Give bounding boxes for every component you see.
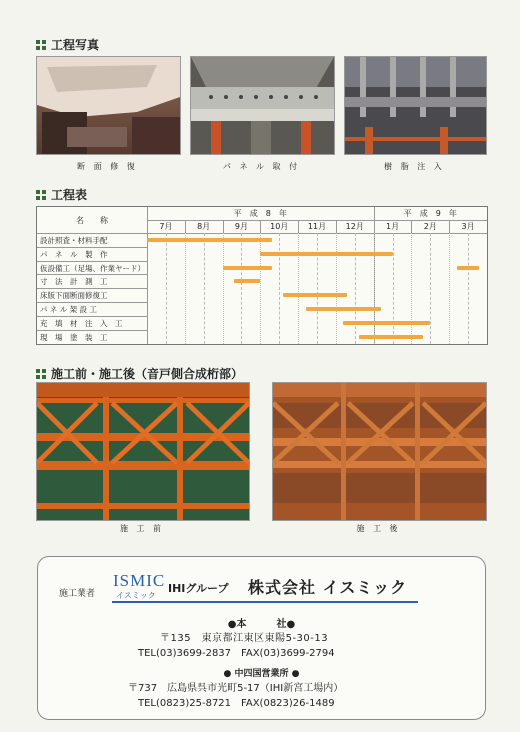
mid-month-gridline bbox=[279, 233, 280, 344]
photo-before-construction bbox=[36, 382, 250, 521]
mid-month-gridline bbox=[468, 233, 469, 344]
photo-panel-mounting bbox=[190, 56, 335, 155]
month-divider bbox=[411, 220, 412, 233]
header-bottom-line bbox=[37, 233, 487, 234]
bullet-icon bbox=[36, 369, 46, 379]
logo-divider bbox=[112, 601, 418, 603]
name-header: 名 称 bbox=[76, 216, 108, 225]
month-divider bbox=[374, 220, 375, 233]
task-name: 現 場 塗 装 工 bbox=[40, 332, 108, 342]
schedule-bar bbox=[260, 252, 392, 256]
schedule-bar bbox=[223, 266, 272, 270]
month-label: 1月 bbox=[385, 222, 400, 231]
month-label: 3月 bbox=[461, 222, 475, 231]
month-gridline bbox=[336, 233, 337, 344]
month-divider bbox=[223, 220, 224, 233]
group-name: IHIグループ bbox=[168, 582, 229, 595]
mid-month-gridline bbox=[166, 233, 167, 344]
bullet-icon bbox=[36, 190, 46, 200]
row-divider bbox=[37, 302, 147, 303]
bullet-icon bbox=[36, 40, 46, 50]
photo-caption: 樹 脂 注 入 bbox=[384, 162, 445, 171]
month-divider bbox=[185, 220, 186, 233]
branch-phone: TEL(0823)25-8721 FAX(0823)26-1489 bbox=[138, 698, 335, 709]
task-name: 寸 法 計 測 工 bbox=[40, 277, 108, 287]
month-gridline bbox=[298, 233, 299, 344]
month-gridline bbox=[449, 233, 450, 344]
month-label: 9月 bbox=[234, 222, 248, 231]
row-divider bbox=[37, 247, 147, 248]
month-divider bbox=[449, 220, 450, 233]
month-divider bbox=[298, 220, 299, 233]
section-header-before-after bbox=[36, 365, 243, 382]
month-label: 8月 bbox=[197, 222, 211, 231]
ismic-logo bbox=[113, 571, 169, 601]
task-name: 充 填 材 注 入 工 bbox=[40, 318, 123, 328]
month-label: 12月 bbox=[345, 222, 364, 231]
task-name: 床版下面断面修復工 bbox=[40, 291, 108, 301]
schedule-bar bbox=[283, 293, 347, 297]
schedule-bar bbox=[147, 238, 272, 242]
month-gridline bbox=[185, 233, 186, 344]
mid-month-gridline bbox=[355, 233, 356, 344]
section-header-photos bbox=[36, 36, 99, 53]
mid-month-gridline bbox=[393, 233, 394, 344]
month-gridline bbox=[411, 233, 412, 344]
row-divider bbox=[37, 330, 147, 331]
photo-caption: 断 面 修 復 bbox=[77, 162, 138, 171]
photo-after-construction bbox=[272, 382, 487, 521]
photo-caption: 施 工 後 bbox=[356, 524, 401, 533]
section-title: 工程写真 bbox=[51, 38, 100, 52]
photo-resin-injection bbox=[344, 56, 487, 155]
row-divider bbox=[37, 316, 147, 317]
section-title: 工程表 bbox=[51, 188, 88, 202]
task-name: 仮設備工（足場、作業ヤード） bbox=[40, 263, 145, 273]
photo-cross-section-repair bbox=[36, 56, 181, 155]
year-header: 平 成 9 年 bbox=[403, 209, 457, 218]
mid-month-gridline bbox=[241, 233, 242, 344]
company-info-box bbox=[37, 556, 486, 720]
month-label: 2月 bbox=[423, 222, 437, 231]
task-name: パ ネ ル 製 作 bbox=[40, 249, 108, 259]
mid-month-gridline bbox=[204, 233, 205, 344]
month-label: 10月 bbox=[270, 222, 289, 231]
schedule-bar bbox=[306, 307, 382, 311]
month-gridline bbox=[374, 233, 375, 344]
photo-caption: 施 工 前 bbox=[119, 524, 165, 533]
logo-sub-text: イスミック bbox=[116, 591, 156, 600]
mid-month-gridline bbox=[430, 233, 431, 344]
hq-title: ●本 社● bbox=[227, 619, 296, 630]
row-divider bbox=[37, 274, 147, 275]
logo-main-text: ISMIC bbox=[113, 571, 166, 590]
row-divider bbox=[37, 288, 147, 289]
month-label: 7月 bbox=[159, 222, 173, 231]
month-gridline bbox=[223, 233, 224, 344]
company-name: 株式会社 イスミック bbox=[248, 578, 408, 597]
month-gridline bbox=[260, 233, 261, 344]
month-divider bbox=[336, 220, 337, 233]
task-name: パ ネ ル 架 設 工 bbox=[40, 305, 97, 314]
task-name: 設計照査・材料手配 bbox=[40, 236, 108, 245]
schedule-bar bbox=[343, 321, 430, 325]
month-label: 11月 bbox=[307, 222, 327, 231]
mid-month-gridline bbox=[317, 233, 318, 344]
branch-address: 〒737 広島県呉市光町5-17（IHI新宮工場内） bbox=[128, 683, 344, 694]
schedule-bar bbox=[359, 335, 423, 339]
photo-caption: パ ネ ル 取 付 bbox=[222, 162, 301, 171]
contractor-label: 施工業者 bbox=[59, 589, 96, 599]
hq-phone: TEL(03)3699-2837 FAX(03)3699-2794 bbox=[138, 648, 335, 659]
month-divider bbox=[260, 220, 261, 233]
year-header: 平 成 8 年 bbox=[233, 209, 287, 218]
schedule-table bbox=[36, 206, 488, 345]
row-divider bbox=[37, 261, 147, 262]
section-title: 施工前・施工後（音戸側合成桁部） bbox=[51, 367, 244, 381]
schedule-bar bbox=[457, 266, 480, 270]
branch-title: ● 中四国営業所 ● bbox=[223, 669, 300, 679]
schedule-bar bbox=[234, 279, 260, 283]
section-header-schedule bbox=[36, 186, 87, 203]
hq-address: 〒135 東京都江東区東陽5-30-13 bbox=[160, 633, 329, 644]
